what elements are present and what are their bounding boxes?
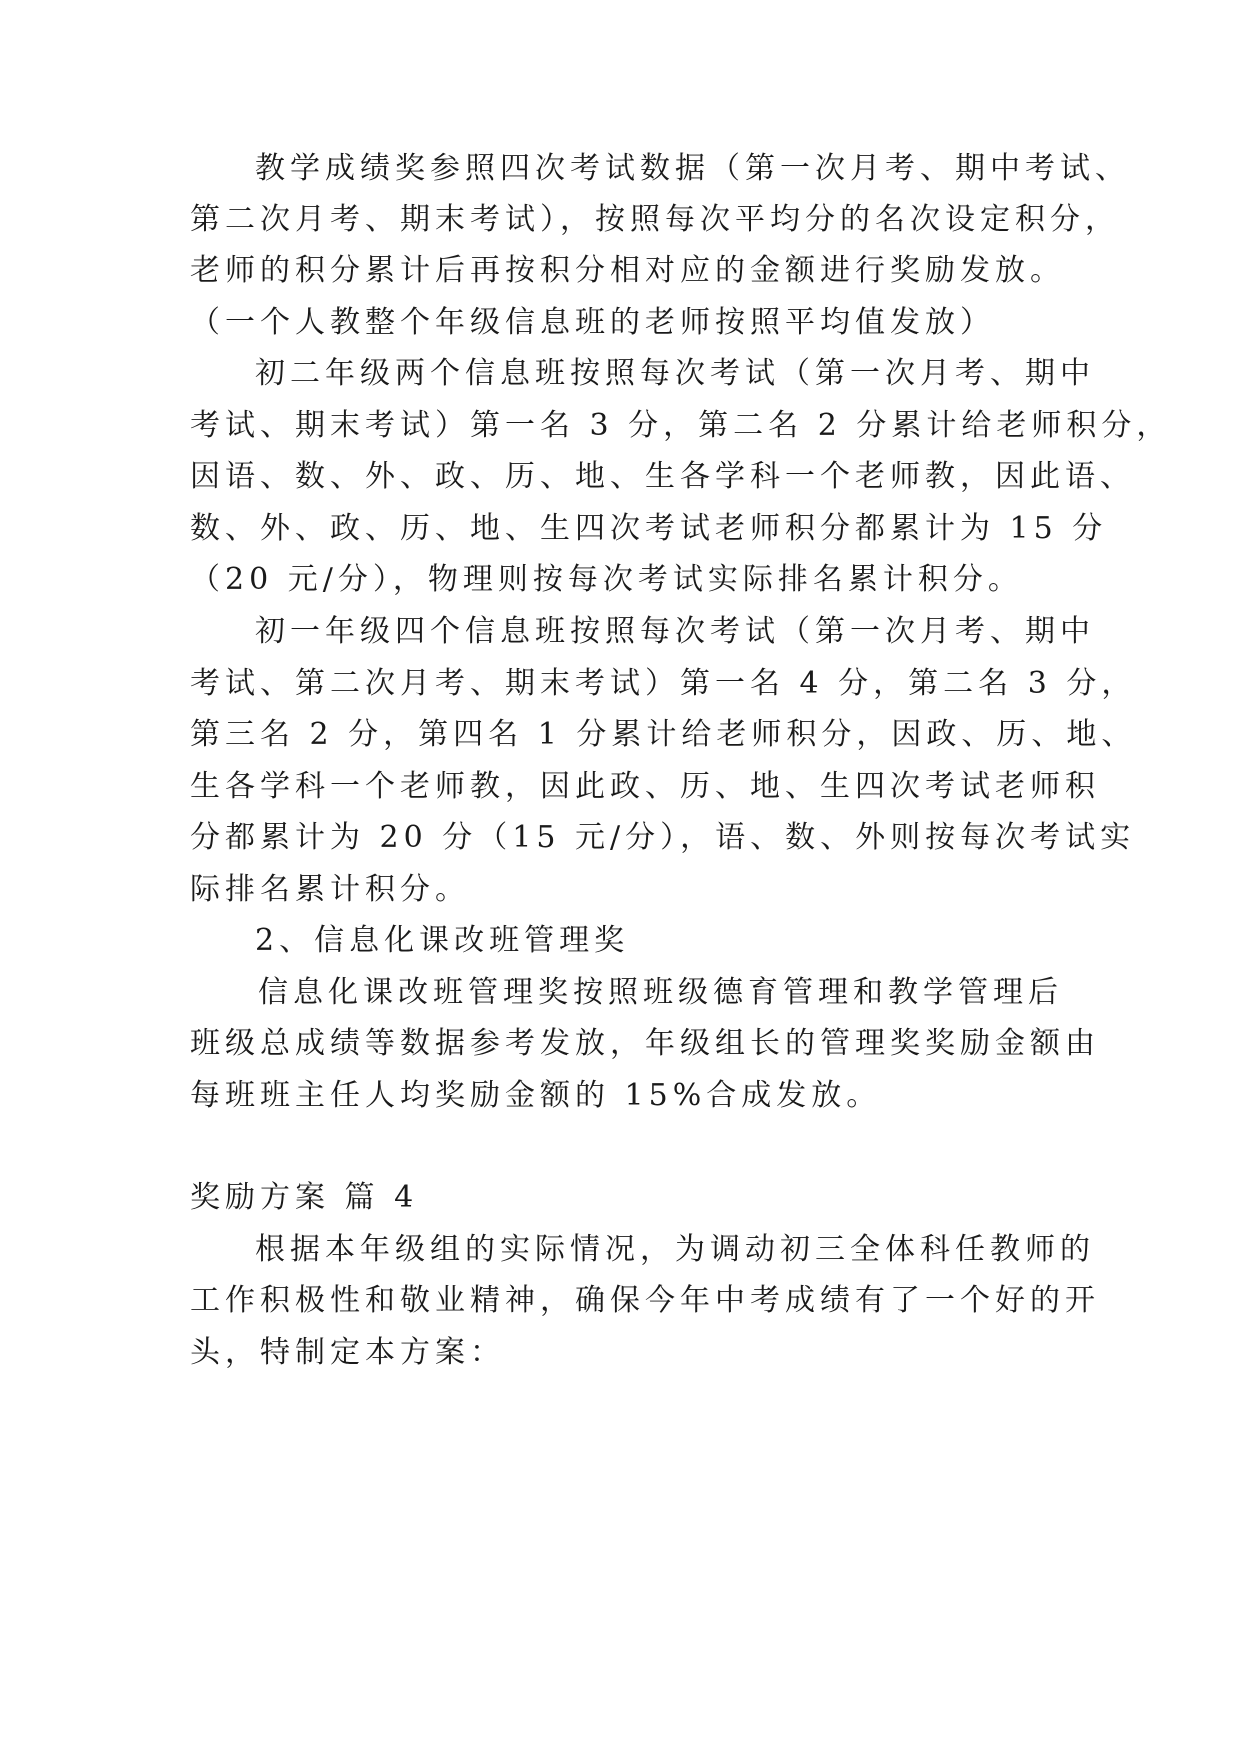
section-title: 奖励方案 篇 4	[190, 1180, 419, 1215]
paragraph-line: 班级总成绩等数据参考发放，年级组长的管理奖奖励金额由	[190, 1026, 1100, 1061]
paragraph-line: 工作积极性和敬业精神，确保今年中考成绩有了一个好的开	[190, 1283, 1100, 1318]
paragraph-line: （一个人教整个年级信息班的老师按照平均值发放）	[190, 305, 995, 340]
paragraph-line: 初一年级四个信息班按照每次考试（第一次月考、期中	[255, 614, 1095, 649]
paragraph-line: 老师的积分累计后再按积分相对应的金额进行奖励发放。	[190, 253, 1065, 288]
paragraph-line: 头，特制定本方案：	[190, 1335, 505, 1370]
paragraph-line: 因语、数、外、政、历、地、生各学科一个老师教，因此语、	[190, 459, 1135, 494]
paragraph-line: （20 元/分），物理则按每次考试实际排名累计积分。	[190, 562, 1023, 597]
paragraph-line: 第二次月考、期末考试），按照每次平均分的名次设定积分，	[190, 202, 1120, 237]
paragraph-line: 生各学科一个老师教，因此政、历、地、生四次考试老师积	[190, 769, 1100, 804]
paragraph-line: 数、外、政、历、地、生四次考试老师积分都累计为 15 分	[190, 511, 1108, 546]
paragraph-line: 际排名累计积分。	[190, 872, 470, 907]
paragraph-line: 考试、第二次月考、期末考试）第一名 4 分，第二名 3 分，	[190, 666, 1137, 701]
paragraph-line: 第三名 2 分，第四名 1 分累计给老师积分，因政、历、地、	[190, 717, 1137, 752]
paragraph-line: 教学成绩奖参照四次考试数据（第一次月考、期中考试、	[255, 151, 1130, 186]
paragraph-line: 初二年级两个信息班按照每次考试（第一次月考、期中	[255, 356, 1095, 391]
section-heading: 2、信息化课改班管理奖	[255, 923, 630, 958]
paragraph-line: 根据本年级组的实际情况，为调动初三全体科任教师的	[255, 1232, 1095, 1267]
paragraph-line: 每班班主任人均奖励金额的 15%合成发放。	[190, 1078, 882, 1113]
paragraph-line: 分都累计为 20 分（15 元/分），语、数、外则按每次考试实	[190, 820, 1136, 855]
paragraph-line: 考试、期末考试）第一名 3 分，第二名 2 分累计给老师积分，	[190, 408, 1172, 443]
paragraph-line: 信息化课改班管理奖按照班级德育管理和教学管理后	[258, 975, 1063, 1010]
